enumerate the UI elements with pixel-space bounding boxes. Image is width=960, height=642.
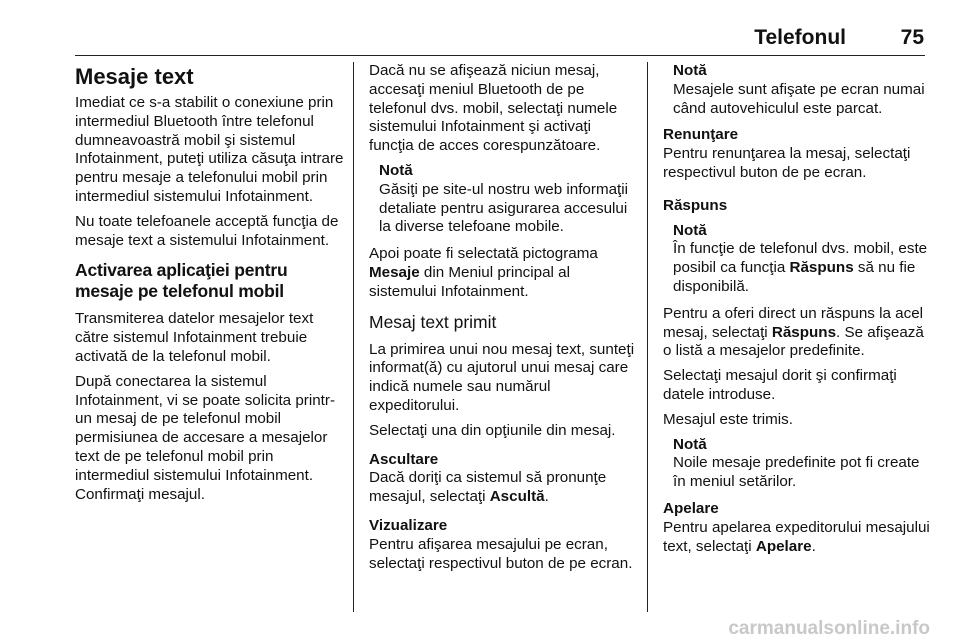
note-title: Notă (673, 435, 707, 453)
paragraph: Nu toate telefoanele acceptă funcţia de mesaje text a sistemului Infotainment. (75, 212, 339, 249)
watermark: carmanualsonline.info (728, 618, 930, 639)
header-divider (75, 55, 925, 56)
option-heading: Apelare (663, 499, 719, 517)
note-text: În funcţie de telefonul dvs. mobil, este posibil ca funcţia Răspuns să nu fie disponibilă. (673, 240, 928, 295)
note-box (379, 162, 639, 237)
paragraph: La primirea unui nou mesaj text, sunteţi informat(ă) cu ajutorul unui mesaj care indică numele sau numărul expeditorului. (369, 340, 635, 414)
column-3 (663, 62, 933, 562)
note-title: Notă (673, 62, 707, 79)
subsection-heading: Activarea aplicaţiei pentru mesaje pe telefonul mobil (75, 260, 288, 302)
note-title: Notă (673, 221, 707, 239)
ui-term: Răspuns (789, 259, 854, 277)
paragraph: Pentru afişarea mesajului pe ecran, selectaţi respectivul buton de pe ecran. (369, 535, 633, 572)
paragraph: Imediat ce s-a stabilit o conexiune prin intermediul Bluetooth între telefonul dumneavoastră mobil şi sistemul Infotainment, puteţi utiliza căsuţa intrare pentru mesaje a telefonului mobil prin intermediul sistemului Infotainment. (75, 94, 344, 205)
column-1 (75, 62, 345, 510)
column-divider-2 (647, 62, 648, 612)
ui-term: Ascultă (489, 488, 545, 506)
ui-term: Mesaje (369, 263, 420, 281)
page-header (0, 0, 960, 58)
note-title: Notă (379, 161, 413, 179)
paragraph: Pentru renunţarea la mesaj, selectaţi respectivul buton de pe ecran. (663, 145, 911, 181)
paragraph: După conectarea la sistemul Infotainment, vi se poate solicita printr-un mesaj de pe telefonul mobil permisiunea de accesare a mesajelor text de pe telefonul mobil prin intermediul sistemului Infotainment. Confirmaţi mesajul. (75, 372, 335, 503)
column-2 (369, 62, 639, 579)
note-text: Mesajele sunt afişate pe ecran numai când autovehiculul este parcat. (673, 80, 925, 117)
section-heading: Mesaje text (75, 64, 194, 89)
option-heading: Ascultare (369, 450, 439, 468)
paragraph: Pentru apelarea expeditorului mesajului text, selectaţi Apelare. (663, 518, 930, 555)
paragraph: Transmiterea datelor mesajelor text către sistemul Infotainment trebuie activată de la telefonul mobil. (75, 310, 314, 365)
ui-term: Apelare (755, 537, 812, 555)
paragraph: Dacă doriţi ca sistemul să pronunţe mesajul, selectaţi Ascultă. (369, 469, 607, 506)
paragraph: Selectaţi una din opţiunile din mesaj. (369, 421, 616, 439)
ui-term: Răspuns (771, 323, 837, 341)
note-text: Găsiţi pe site-ul nostru web informaţii detaliate pentru asigurarea accesului la diverse telefoane mobile. (379, 180, 629, 236)
paragraph: Selectaţi mesajul dorit şi confirmaţi datele introduse. (663, 367, 897, 403)
paragraph: Apoi poate fi selectată pictograma Mesaje din Meniul principal al sistemului Infotainment. (369, 245, 598, 300)
note-box (673, 222, 933, 297)
paragraph: Pentru a oferi direct un răspuns la acel mesaj, selectaţi Răspuns. Se afişează o listă a mesajelor predefinite. (663, 304, 924, 360)
subsection-heading: Mesaj text primit (369, 311, 497, 332)
note-box (673, 62, 933, 118)
paragraph: Dacă nu se afişează niciun mesaj, accesaţi meniul Bluetooth de pe telefonul dvs. mobil, selectaţi numele sistemului Infotainment şi activaţi funcţia de acces corespunzătoare. (369, 62, 618, 155)
page-number: 75 (900, 26, 924, 49)
note-box (673, 436, 933, 492)
note-text: Noile mesaje predefinite pot fi create în meniul setărilor. (673, 454, 920, 491)
option-heading: Renunţare (663, 126, 739, 144)
option-heading: Răspuns (663, 196, 728, 214)
column-divider-1 (353, 62, 354, 612)
paragraph: Mesajul este trimis. (663, 410, 793, 428)
chapter-title: Telefonul (754, 26, 846, 49)
option-heading: Vizualizare (369, 516, 448, 534)
